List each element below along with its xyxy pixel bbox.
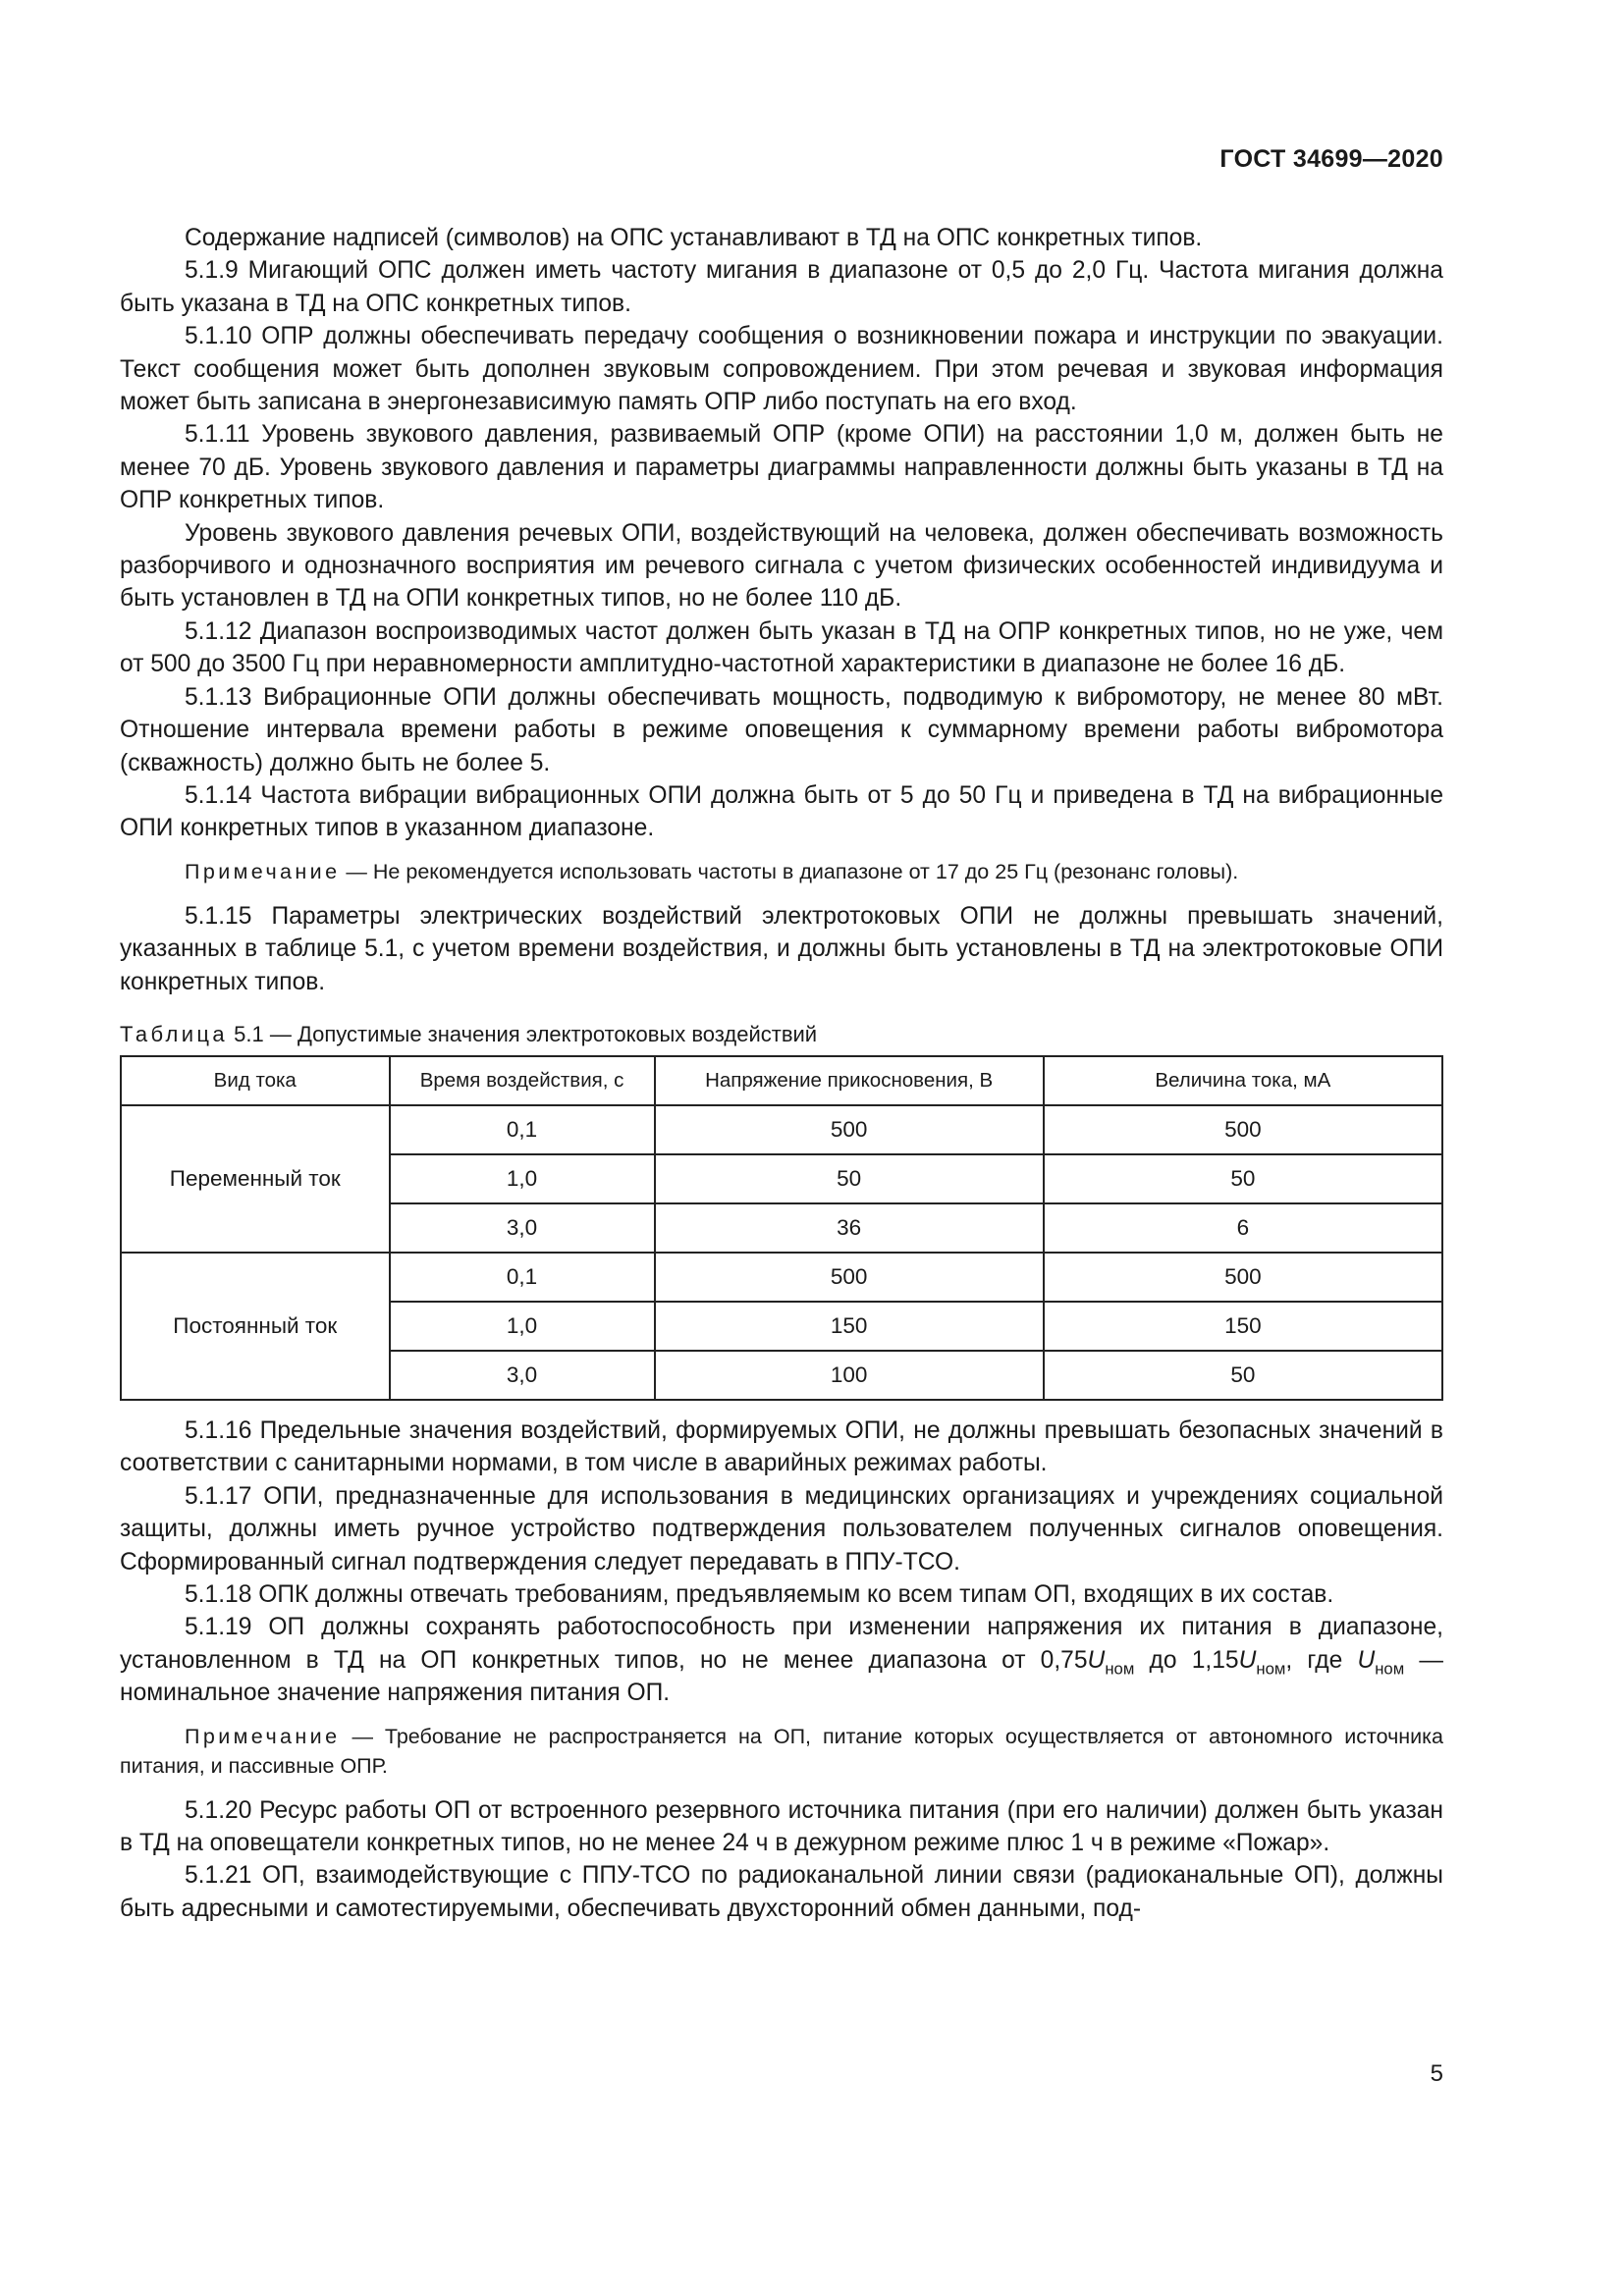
voltage-subscript: ном — [1105, 1659, 1135, 1679]
note-label: Примечание — [185, 859, 341, 883]
paragraph-5-1-15: 5.1.15 Параметры электрических воздействий электротоковых ОПИ не должны превышать значений, указанных в таблице 5.1, с учетом времени воздействия, и должны быть установлены в ТД на электротоковые ОПИ конкретных типов. — [120, 902, 1443, 995]
paragraph-5-1-19-text: — номинальное значение напряжения питания ОП. — [120, 1646, 1443, 1707]
cell-time: 0,1 — [390, 1253, 655, 1302]
cell-voltage: 150 — [655, 1302, 1044, 1351]
header-current-value: Величина тока, мА — [1044, 1056, 1442, 1105]
voltage-symbol: U — [1238, 1646, 1257, 1674]
page-number: 5 — [1430, 2060, 1443, 2087]
note-text: — Требование не распространяется на ОП, питание которых осуществляется от автономного источника питания, и пассивные ОПР. — [120, 1724, 1443, 1778]
cell-voltage: 36 — [655, 1203, 1044, 1253]
note — [120, 1722, 1443, 1781]
cell-current: 50 — [1044, 1351, 1442, 1400]
paragraph-5-1-17: 5.1.17 ОПИ, предназначенные для использования в медицинских организациях и учреждениях социальной защиты, должны иметь ручное устройство подтверждения пользователем полученных сигналов оповещения. Сформированный сигнал подтверждения следует передавать в ППУ-ТСО. — [120, 1482, 1443, 1575]
cell-current: 500 — [1044, 1253, 1442, 1302]
paragraph-5-1-19-text: , где — [1285, 1646, 1358, 1674]
paragraph-5-1-9: 5.1.9 Мигающий ОПС должен иметь частоту мигания в диапазоне от 0,5 до 2,0 Гц. Частота мигания должна быть указана в ТД на ОПС конкретных типов. — [120, 257, 1443, 317]
cell-time: 3,0 — [390, 1351, 655, 1400]
paragraph-5-1-10: 5.1.10 ОПР должны обеспечивать передачу сообщения о возникновении пожара и инструкции по эвакуации. Текст сообщения может быть дополнен звуковым сопровождением. При этом речевая и звуковая информация может быть записана в энергонезависимую память ОПР либо поступать на его вход. — [120, 323, 1443, 416]
table-row — [121, 1105, 1442, 1154]
paragraph-5-1-19-text: до 1,15 — [1134, 1646, 1239, 1674]
group-label-dc: Постоянный ток — [121, 1253, 390, 1400]
note — [120, 857, 1443, 886]
voltage-symbol: U — [1357, 1646, 1376, 1674]
header-current-type: Вид тока — [121, 1056, 390, 1105]
paragraph-5-1-19 — [120, 1611, 1443, 1709]
voltage-subscript: ном — [1256, 1659, 1286, 1679]
cell-time: 1,0 — [390, 1302, 655, 1351]
paragraph: Содержание надписей (символов) на ОПС устанавливают в ТД на ОПС конкретных типов. — [185, 225, 1203, 251]
table-caption-label: Таблица — [120, 1021, 229, 1046]
note-text: — Не рекомендуется использовать частоты в диапазоне от 17 до 25 Гц (резонанс головы). — [340, 859, 1239, 883]
paragraph-5-1-19-text: 5.1.19 ОП должны сохранять работоспособность при изменении напряжения их питания в диапазоне, установленном в ТД на ОП конкретных типов, но не менее диапазона от 0,75 — [120, 1614, 1443, 1674]
paragraph-5-1-16: 5.1.16 Предельные значения воздействий, формируемых ОПИ, не должны превышать безопасных значений в соответствии с санитарными нормами, в том числе в аварийных режимах работы. — [120, 1416, 1443, 1477]
paragraph-5-1-11: 5.1.11 Уровень звукового давления, развиваемый ОПР (кроме ОПИ) на расстоянии 1,0 м, должен быть не менее 70 дБ. Уровень звукового давления и параметры диаграммы направленности должны быть указаны в ТД на ОПР конкретных типов. — [120, 421, 1443, 514]
page-body — [120, 222, 1443, 1925]
note-label: Примечание — [185, 1724, 341, 1748]
cell-current: 150 — [1044, 1302, 1442, 1351]
cell-current: 50 — [1044, 1154, 1442, 1203]
paragraph: Уровень звукового давления речевых ОПИ, воздействующий на человека, должен обеспечивать возможность разборчивого и однозначного восприятия им речевого сигнала с учетом физических особенностей индивидуума и быть установлен в ТД на ОПИ конкретных типов, но не более 110 дБ. — [120, 519, 1443, 613]
table-5-1 — [120, 1055, 1443, 1401]
table-caption — [120, 1020, 1443, 1049]
table-row — [121, 1253, 1442, 1302]
header-touch-voltage: Напряжение прикосновения, В — [655, 1056, 1044, 1105]
paragraph-5-1-20: 5.1.20 Ресурс работы ОП от встроенного резервного источника питания (при его наличии) должен быть указан в ТД на оповещатели конкретных типов, но не менее 24 ч в дежурном режиме плюс 1 ч в режиме «Пожар». — [120, 1796, 1443, 1856]
cell-voltage: 50 — [655, 1154, 1044, 1203]
cell-time: 0,1 — [390, 1105, 655, 1154]
cell-time: 3,0 — [390, 1203, 655, 1253]
cell-current: 6 — [1044, 1203, 1442, 1253]
paragraph-5-1-18: 5.1.18 ОПК должны отвечать требованиям, предъявляемым ко всем типам ОП, входящих в их состав. — [185, 1580, 1334, 1608]
cell-voltage: 500 — [655, 1253, 1044, 1302]
cell-voltage: 100 — [655, 1351, 1044, 1400]
standard-code: ГОСТ 34699—2020 — [1219, 145, 1443, 173]
cell-voltage: 500 — [655, 1105, 1044, 1154]
paragraph-5-1-21: 5.1.21 ОП, взаимодействующие с ППУ-ТСО по радиоканальной линии связи (радиоканальные ОП), должны быть адресными и самотестируемыми, обеспечивать двухсторонний обмен данными, под- — [120, 1862, 1443, 1922]
cell-current: 500 — [1044, 1105, 1442, 1154]
voltage-subscript: ном — [1375, 1659, 1405, 1679]
paragraph-5-1-12: 5.1.12 Диапазон воспроизводимых частот должен быть указан в ТД на ОПР конкретных типов, но не уже, чем от 500 до 3500 Гц при неравномерности амплитудно-частотной характеристики в диапазоне не более 16 дБ. — [120, 617, 1443, 678]
voltage-symbol: U — [1087, 1646, 1106, 1674]
header-exposure-time: Время воздействия, с — [390, 1056, 655, 1105]
table-header-row — [121, 1056, 1442, 1105]
table-caption-text: 5.1 — Допустимые значения электротоковых воздействий — [228, 1021, 818, 1046]
group-label-ac: Переменный ток — [121, 1105, 390, 1253]
cell-time: 1,0 — [390, 1154, 655, 1203]
paragraph-5-1-13: 5.1.13 Вибрационные ОПИ должны обеспечивать мощность, подводимую к вибромотору, не менее 80 мВт. Отношение интервала времени работы в режиме оповещения к суммарному времени работы вибромотора (скважность) должно быть не более 5. — [120, 683, 1443, 776]
paragraph-5-1-14: 5.1.14 Частота вибрации вибрационных ОПИ должна быть от 5 до 50 Гц и приведена в ТД на вибрационные ОПИ конкретных типов в указанном диапазоне. — [120, 781, 1443, 842]
